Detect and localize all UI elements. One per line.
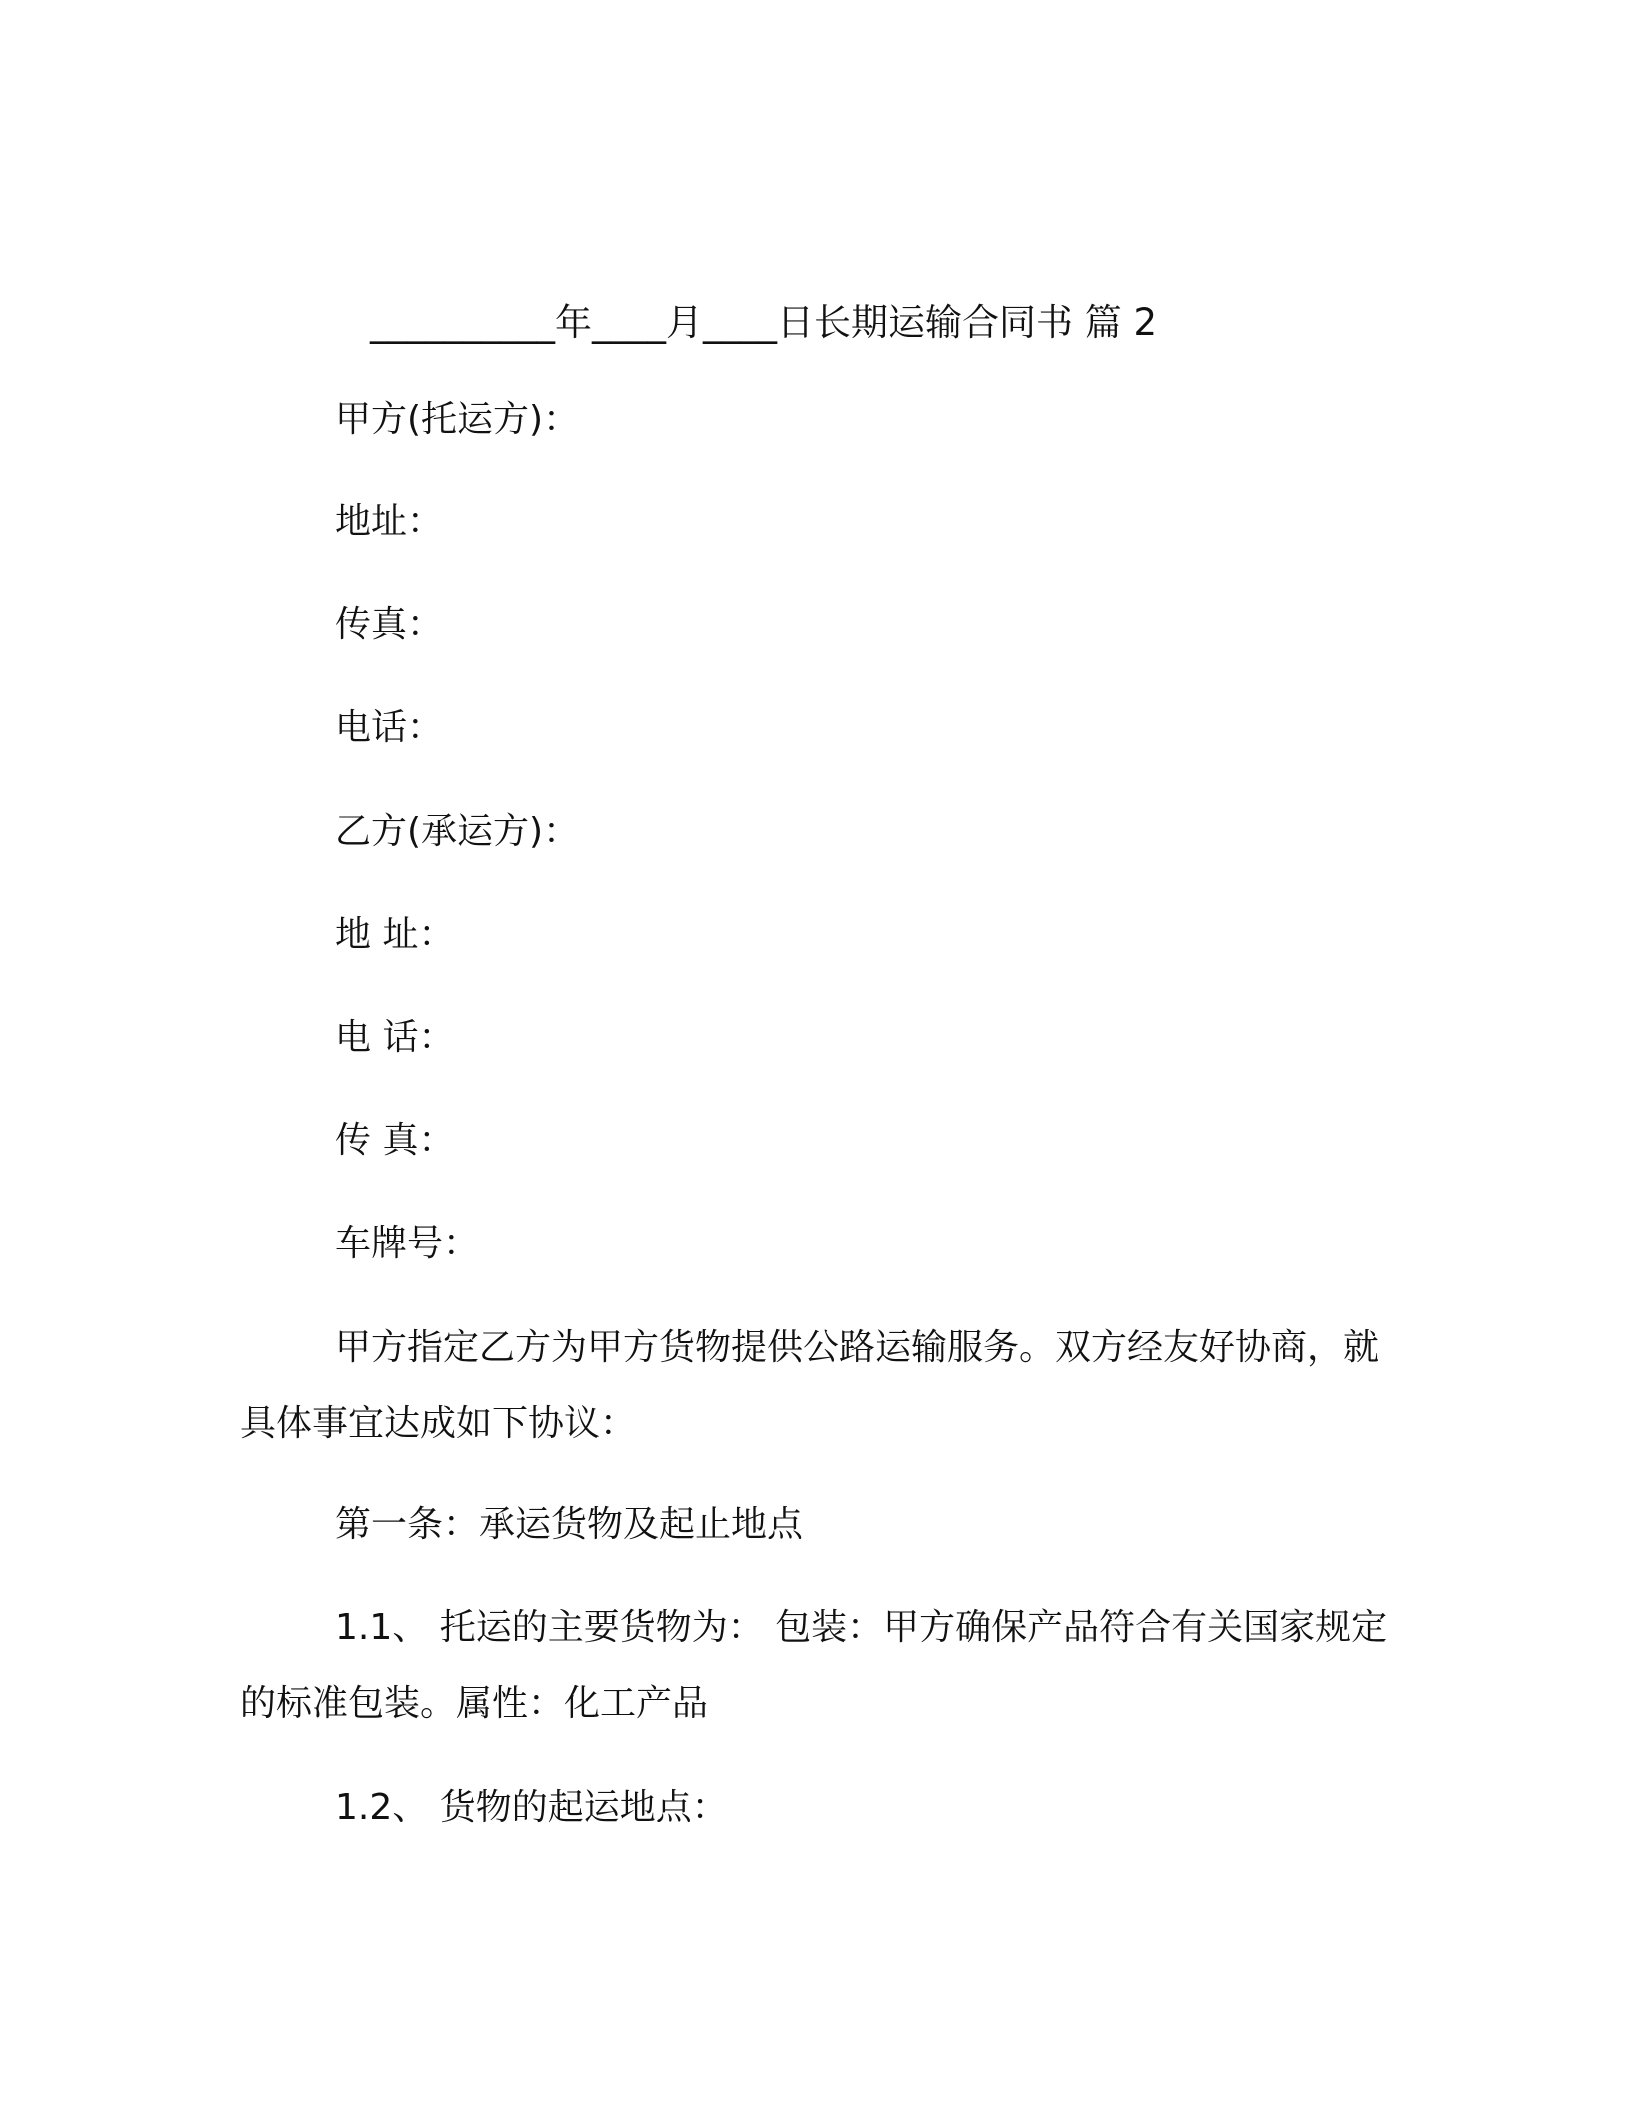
party-a-label: 甲方(托运方)： (335, 399, 580, 440)
article-1-item-2: 1.2、 货物的起运地点： (335, 1787, 728, 1828)
party-b-address-label: 地 址： (335, 914, 455, 955)
party-b-phone-label: 电 话： (335, 1017, 455, 1058)
party-b-label: 乙方(承运方)： (335, 811, 580, 852)
party-a-address-label: 地址： (335, 501, 444, 542)
article-1-heading: 第一条：承运货物及起止地点 (335, 1504, 804, 1545)
document-title: __________年____月____日长期运输合同书 篇 2 (370, 301, 1158, 344)
party-b-plate-label: 车牌号： (335, 1223, 480, 1264)
party-a-fax-label: 传真： (335, 604, 444, 645)
article-1-item-1: 1.1、 托运的主要货物为： 包装：甲方确保产品符合有关国家规定的标准包装。属性：化工产品 (240, 1607, 1388, 1724)
party-a-phone-label: 电话： (335, 707, 444, 748)
intro-paragraph: 甲方指定乙方为甲方货物提供公路运输服务。双方经友好协商，就具体事宜达成如下协议： (240, 1327, 1380, 1444)
party-b-fax-label: 传 真： (335, 1120, 455, 1161)
